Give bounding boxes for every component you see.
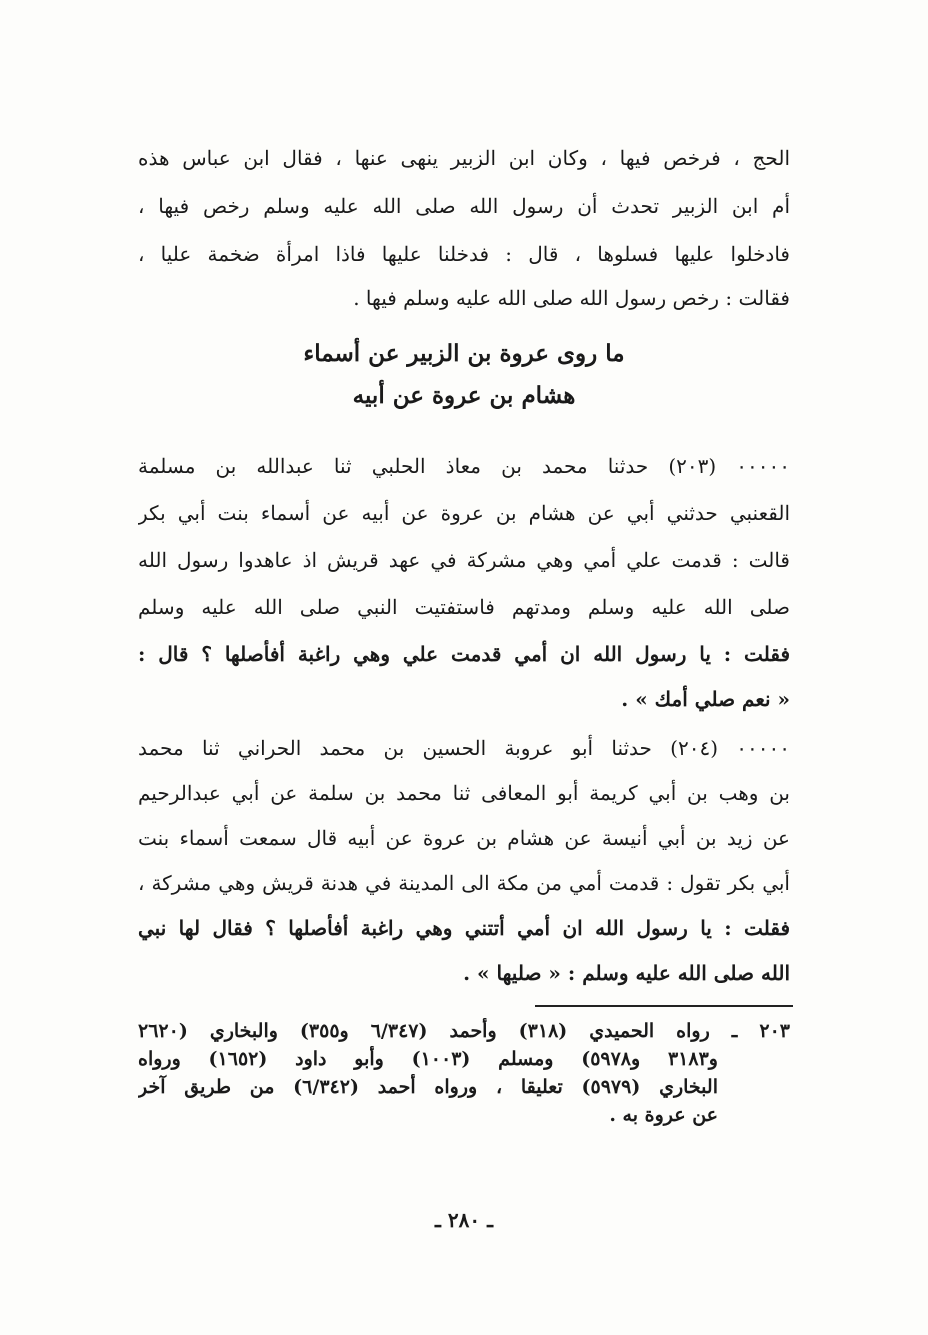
intro-paragraph: [138, 144, 790, 312]
text-line: بن وهب بن أبي كريمة أبو المعافى ثنا محمد بن سلمة عن أبي عبدالرحيم: [138, 781, 790, 805]
footnote-line: البخاري (٥٩٧٩) تعليقا ، ورواه أحمد (٦/٣٤٢) من طريق آخر: [138, 1076, 718, 1098]
text-line: عن زيد بن أبي أنيسة عن هشام بن عروة عن أبيه قال سمعت أسماء بنت: [138, 826, 790, 850]
footnote-line: ٢٠٣ ـ رواه الحميدي (٣١٨) وأحمد (٦/٣٤٧ و٣٥٥) والبخاري (٢٦٢٠: [138, 1020, 790, 1042]
text-line: أبي بكر تقول : قدمت أمي من مكة الى المدينة في هدنة قريش وهي مشركة ،: [138, 871, 790, 895]
text-line: ٠٠٠٠٠ (٢٠٣) حدثنا محمد بن معاذ الحلبي ثنا عبدالله بن مسلمة: [138, 454, 790, 478]
section-title: ما روى عروة بن الزبير عن أسماء: [303, 340, 625, 367]
page-number: ـ ٢٨٠ ـ: [435, 1208, 493, 1232]
hadith-204: [138, 734, 790, 987]
footnote-line: و٣١٨٣ و٥٩٧٨) ومسلم (١٠٠٣) وأبو داود (١٦٥٢) ورواه: [138, 1048, 718, 1070]
text-line: الله صلى الله عليه وسلم : « صليها » .: [463, 961, 790, 985]
text-line: فقالت : رخص رسول الله صلى الله عليه وسلم فيها .: [353, 286, 790, 310]
text-line: « نعم صلي أمك » .: [621, 687, 790, 711]
text-line: فادخلوا عليها فسلوها ، قال : فدخلنا عليها فاذا امرأة ضخمة عليا ،: [138, 242, 790, 266]
text-line: القعنبي حدثني أبي عن هشام بن عروة عن أبيه عن أسماء بنت أبي بكر: [138, 501, 790, 525]
text-line: الحج ، فرخص فيها ، وكان ابن الزبير ينهى عنها ، فقال ابن عباس هذه: [138, 146, 790, 170]
text-line: أم ابن الزبير تحدث أن رسول الله صلى الله عليه وسلم رخص فيها ،: [138, 194, 790, 218]
text-line: فقلت : يا رسول الله ان أمي أتتني وهي راغبة أفأصلها ؟ فقال لها نبي: [138, 916, 790, 940]
text-line: قالت : قدمت علي أمي وهي مشركة في عهد قريش اذ عاهدوا رسول الله: [138, 548, 790, 572]
footnote: [138, 1018, 790, 1128]
text-line: فقلت : يا رسول الله ان أمي قدمت علي وهي راغبة أفأصلها ؟ قال :: [138, 642, 790, 666]
footnote-separator: [535, 1005, 793, 1007]
footnote-line: عن عروة به .: [609, 1104, 718, 1126]
text-line: صلى الله عليه وسلم ومدتهم فاستفتيت النبي صلى الله عليه وسلم: [138, 595, 790, 619]
text-line: ٠٠٠٠٠ (٢٠٤) حدثنا أبو عروبة الحسين بن محمد الحراني ثنا محمد: [138, 736, 790, 760]
hadith-203: [138, 452, 790, 713]
section-subtitle: هشام بن عروة عن أبيه: [352, 382, 576, 409]
